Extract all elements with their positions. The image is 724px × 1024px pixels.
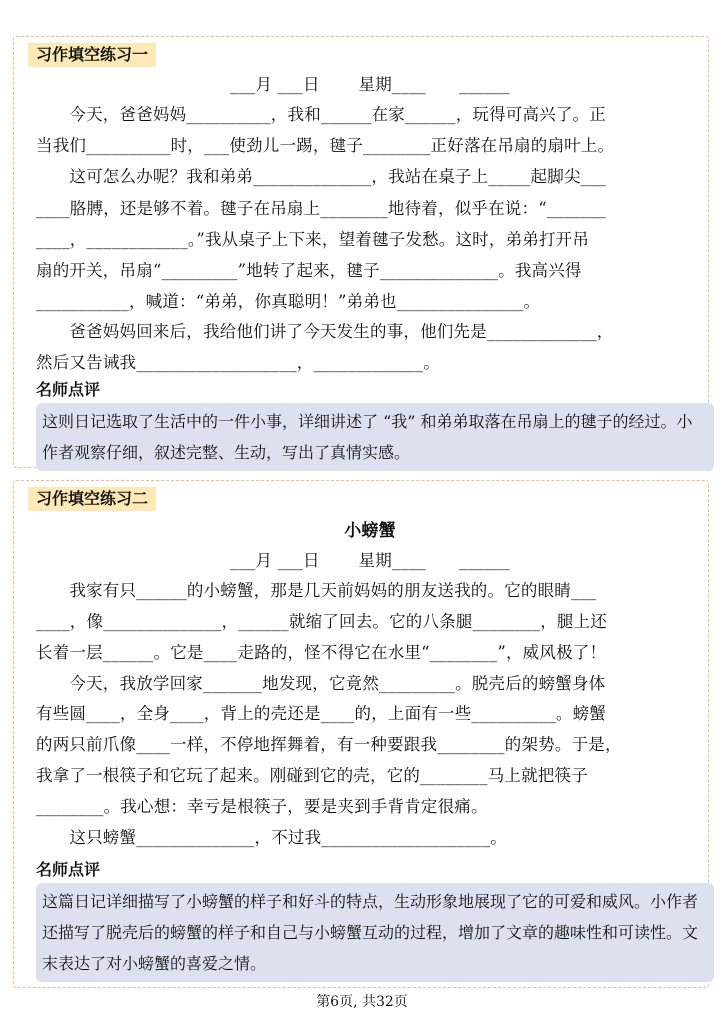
text-line: 当我们__________时，___使劲儿一踢，毽子________正好落在吊扇的扇叶上。	[36, 136, 615, 155]
text-line: 的两只前爪像____一样，不停地挥舞着，有一种要跟我________的架势。于是，	[36, 735, 622, 754]
text-line: ____胳膊，还是够不着。毽子在吊扇上________地待着，似乎在说：“_______	[36, 199, 606, 218]
text-line: ________。我心想：幸亏是根筷子，要是夹到手背肯定很痛。	[36, 797, 488, 816]
date-line: ___月 ___日 星期____ ______	[230, 75, 510, 94]
text-line: 今天，我放学回家_______地发现，它竟然_________。脱壳后的螃蟹身体	[36, 674, 606, 693]
page-footer: 第6页, 共32页	[316, 994, 408, 1010]
exercise-1-tag: 习作填空练习一	[28, 43, 156, 67]
text-line: 我拿了一根筷子和它玩了起来。刚碰到它的壳，它的________马上就把筷子	[36, 766, 588, 785]
text-line: ___________，喊道：“弟弟，你真聪明！”弟弟也_______________。	[36, 292, 541, 311]
review-label: 名师点评	[36, 380, 101, 399]
review-box: 这篇日记详细描写了小螃蟹的样子和好斗的特点，生动形象地展现了它的可爱和威风。小作者还描写了脱壳后的螃蟹的样子和自己与小螃蟹互动的过程，增加了文章的趣味性和可读性。文末表达了对小螃蟹的喜爱之情。	[36, 883, 714, 982]
text-line: 长着一层______。它是____走路的，怪不得它在水里“________”，威风极了！	[36, 643, 607, 662]
text-line: 扇的开关，吊扇“_________”地转了起来，毽子______________。我高兴得	[36, 261, 582, 280]
review-label: 名师点评	[36, 860, 101, 879]
exercise-2-box	[13, 480, 709, 988]
exercise-1-box	[13, 36, 709, 468]
text-line: ____，____________。”我从桌子上下来，望着毽子发愁。这时，弟弟打开吊	[36, 230, 590, 249]
text-line: 我家有只______的小螃蟹，那是几天前妈妈的朋友送我的。它的眼睛___	[36, 581, 597, 600]
text-line: 这可怎么办呢？我和弟弟______________，我站在桌子上_____起脚尖___	[36, 167, 606, 186]
text-line: 今天，爸爸妈妈__________，我和______在家______，玩得可高兴了。正	[36, 105, 606, 124]
text-line: 这只螃蟹______________，不过我____________________。	[36, 828, 507, 847]
text-line: 爸爸妈妈回来后，我给他们讲了今天发生的事，他们先是_____________，	[36, 322, 614, 341]
date-line: ___月 ___日 星期____ ______	[230, 551, 510, 570]
essay-title: 小螃蟹	[344, 521, 396, 541]
text-line: 然后又告诫我___________________，_____________。	[36, 353, 440, 372]
text-line: 有些圆____，全身____，背上的壳还是____的，上面有一些__________。螃蟹	[36, 704, 606, 723]
review-box: 这则日记选取了生活中的一件小事，详细讲述了 “我” 和弟弟取落在吊扇上的毽子的经过。小作者观察仔细，叙述完整、生动，写出了真情实感。	[36, 403, 714, 471]
exercise-2-tag: 习作填空练习二	[28, 487, 156, 511]
text-line: ____，像______________，______就缩了回去。它的八条腿________，腿上还	[36, 612, 607, 631]
